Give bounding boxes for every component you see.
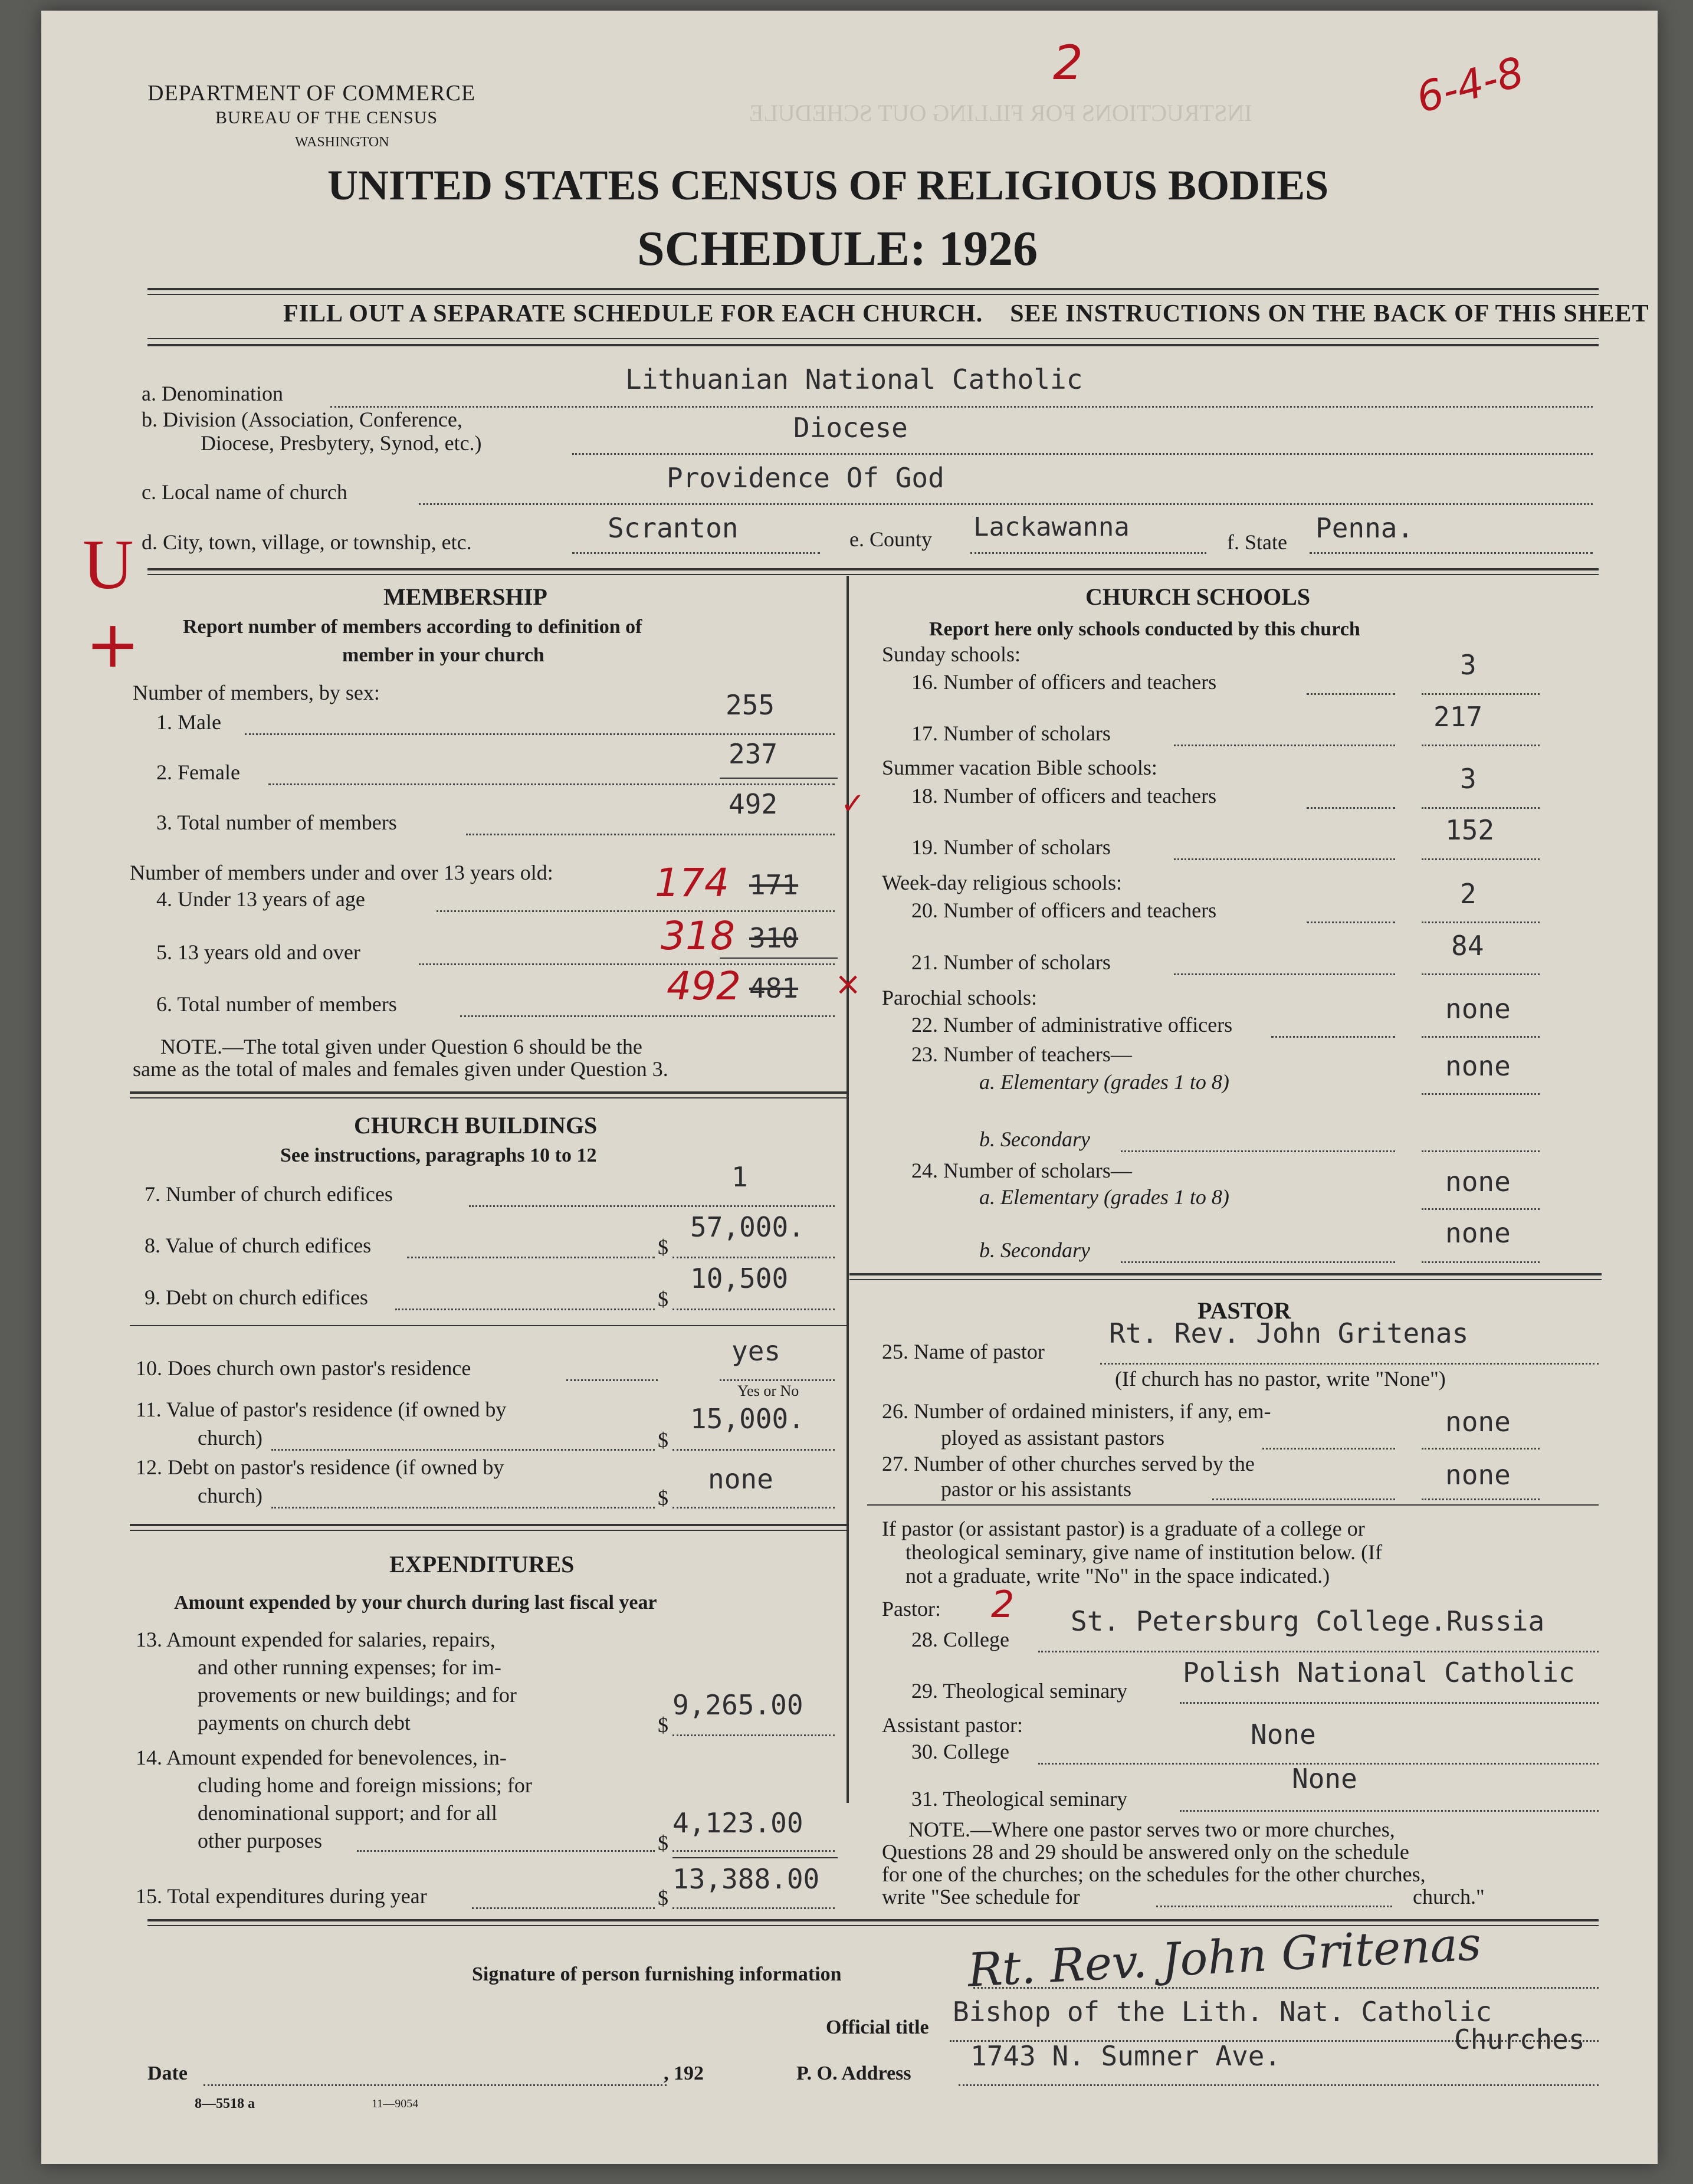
q15-label: 15. Total expenditures during year [136,1884,427,1908]
q20-label: 20. Number of officers and teachers [911,898,1217,922]
date-year: , 192 [664,2062,704,2084]
q31-label: 31. Theological seminary [911,1787,1128,1811]
city-name: WASHINGTON [295,135,389,150]
form-number: 8—5518 a [195,2096,255,2111]
county-value: Lackawanna [973,512,1130,542]
q9-label: 9. Debt on church edifices [145,1286,368,1309]
q21-value: 84 [1451,930,1484,962]
q16-value: 3 [1460,649,1477,681]
buildings-sub: See instructions, paragraphs 10 to 12 [280,1145,597,1166]
q4-value: 171 [749,869,799,901]
q4-correction: 174 [655,860,729,906]
q14-line2: cluding home and foreign missions; for [198,1773,532,1797]
q11-dollar-sign: $ [658,1428,668,1452]
q5-correction: 318 [661,913,735,959]
denomination-value: Lithuanian National Catholic [625,363,1083,395]
q24b-label: b. Secondary [979,1238,1090,1262]
pastor-mark: 2 [991,1583,1015,1626]
q31-value: None [1292,1763,1357,1795]
q23a-label: a. Elementary (grades 1 to 8) [979,1070,1229,1094]
division-label-1: b. Division (Association, Conference, [142,408,462,431]
q7-value: 1 [731,1161,748,1193]
expenditures-heading: EXPENDITURES [389,1551,575,1578]
weekday-schools-label: Week-day religious schools: [882,871,1123,894]
schools-heading: CHURCH SCHOOLS [1085,583,1311,610]
q30-value: None [1251,1719,1316,1750]
q11-label-2: church) [198,1426,263,1450]
q11-label-1: 11. Value of pastor's residence (if owned by [136,1398,507,1421]
q24a-label: a. Elementary (grades 1 to 8) [979,1185,1229,1209]
q8-dollar-sign: $ [658,1235,668,1259]
q12-dollar-sign: $ [658,1486,668,1510]
dept-name: DEPARTMENT OF COMMERCE [147,81,476,106]
expenditures-sub: Amount expended by your church during last fiscal year [174,1592,657,1614]
q19-value: 152 [1445,814,1495,846]
q17-value: 217 [1433,701,1483,733]
q13-dollar-sign: $ [658,1713,668,1737]
q29-label: 29. Theological seminary [911,1679,1128,1703]
q1-value: 255 [726,689,775,721]
left-cross-mark: + [86,606,140,682]
q3-check-mark: ✓ [841,786,865,821]
q24a-value: none [1445,1166,1511,1198]
q9-dollar-sign: $ [658,1287,668,1311]
q2-label: 2. Female [156,760,240,784]
q23b-label: b. Secondary [979,1127,1090,1151]
q2-value: 237 [729,738,778,770]
q11-value: 15,000. [690,1403,805,1435]
q24-label: 24. Number of scholars— [911,1159,1132,1182]
pastor-note-5: church." [1413,1885,1485,1908]
census-schedule-page [41,11,1658,2164]
q17-label: 17. Number of scholars [911,722,1111,745]
pastor-note-1: NOTE.—Where one pastor serves two or more churches, [908,1818,1395,1841]
q18-label: 18. Number of officers and teachers [911,784,1217,808]
q13-line2: and other running expenses; for im- [198,1655,501,1679]
form-title: UNITED STATES CENSUS OF RELIGIOUS BODIES [327,162,1329,209]
pastor-note-3: for one of the churches; on the schedules for the other churches, [882,1862,1426,1886]
q27-line2: pastor or his assistants [941,1477,1131,1501]
signature-label: Signature of person furnishing information [472,1963,842,1985]
q14-value: 4,123.00 [672,1807,803,1839]
po-address-label: P. O. Address [796,2062,911,2084]
top-right-mark: 6-4-8 [1411,47,1529,123]
q25-label: 25. Name of pastor [882,1340,1045,1363]
official-title-value-2: Churches [1454,2024,1585,2055]
print-number: 11—9054 [372,2097,419,2110]
pastor-label: Pastor: [882,1597,941,1621]
q14-line3: denominational support; and for all [198,1801,497,1825]
grad-note-1: If pastor (or assistant pastor) is a graduate of a college or [882,1517,1365,1540]
q15-value: 13,388.00 [672,1863,820,1895]
q13-line3: provements or new buildings; and for [198,1683,517,1707]
sunday-schools-label: Sunday schools: [882,642,1021,666]
q21-label: 21. Number of scholars [911,950,1111,974]
top-number-mark: 2 [1053,35,1083,90]
members-by-age-label: Number of members under and over 13 years old: [130,861,553,884]
schools-sub: Report here only schools conducted by this church [929,618,1360,640]
q23-label: 23. Number of teachers— [911,1042,1132,1066]
q13-line4: payments on church debt [198,1711,411,1734]
buildings-heading: CHURCH BUILDINGS [354,1112,598,1139]
q6-label: 6. Total number of members [156,992,397,1016]
bureau-name: BUREAU OF THE CENSUS [215,108,438,127]
assistant-pastor-label: Assistant pastor: [882,1713,1023,1737]
q23a-value: none [1445,1050,1511,1082]
q5-label: 5. 13 years old and over [156,940,360,964]
pastor-heading: PASTOR [1197,1297,1291,1324]
q14-line4: other purposes [198,1829,322,1852]
division-value: Diocese [793,412,908,444]
official-title-label: Official title [826,2016,929,2038]
state-label: f. State [1227,530,1287,554]
schedule-title: SCHEDULE: 1926 [637,221,1038,276]
q25-value: Rt. Rev. John Gritenas [1109,1317,1469,1349]
church-name-label: c. Local name of church [142,480,347,504]
fill-instructions: FILL OUT A SEPARATE SCHEDULE FOR EACH CHURCH. SEE INSTRUCTIONS ON THE BACK OF THIS SHEET [283,300,1649,327]
q6-cross-mark: × [835,965,862,1002]
members-by-sex-label: Number of members, by sex: [133,681,380,704]
q12-label-1: 12. Debt on pastor's residence (if owned by [136,1455,504,1479]
po-address-value: 1743 N. Sumner Ave. [970,2040,1281,2072]
q27-value: none [1445,1459,1511,1491]
official-title-value-1: Bishop of the Lith. Nat. Catholic [953,1996,1492,2028]
q28-label: 28. College [911,1628,1009,1651]
q8-label: 8. Value of church edifices [145,1234,372,1257]
q12-label-2: church) [198,1484,263,1507]
q14-dollar-sign: $ [658,1831,668,1855]
q28-value: St. Petersburg College.Russia [1071,1605,1545,1637]
q18-value: 3 [1460,763,1477,795]
q22-value: none [1445,993,1511,1025]
q13-value: 9,265.00 [672,1689,803,1721]
q10-label: 10. Does church own pastor's residence [136,1356,471,1380]
q5-value: 310 [749,922,799,954]
membership-sub1: Report number of members according to definition of [183,616,642,638]
q6-value: 481 [749,972,799,1004]
q4-label: 4. Under 13 years of age [156,887,365,911]
left-margin-mark: U [83,525,134,604]
q6-correction: 492 [667,963,741,1009]
q13-line1: 13. Amount expended for salaries, repairs, [136,1628,496,1651]
membership-note2: same as the total of males and females given under Question 3. [133,1057,668,1081]
q15-dollar-sign: $ [658,1886,668,1910]
pastor-note-2: Questions 28 and 29 should be answered only on the schedule [882,1840,1409,1864]
q26-value: none [1445,1406,1511,1438]
q10-hint: Yes or No [737,1382,799,1399]
state-value: Penna. [1315,512,1414,544]
signature-value: Rt. Rev. John Gritenas [966,1917,1483,1998]
q24b-value: none [1445,1217,1511,1249]
q8-value: 57,000. [690,1211,805,1243]
q26-line2: ployed as assistant pastors [941,1426,1164,1450]
q10-value: yes [731,1335,781,1367]
parochial-schools-label: Parochial schools: [882,986,1037,1009]
q22-label: 22. Number of administrative officers [911,1013,1233,1037]
pastor-note-4: write "See schedule for [882,1885,1080,1908]
membership-note1: NOTE.—The total given under Question 6 should be the [160,1035,642,1058]
membership-sub2: member in your church [342,644,544,666]
city-value: Scranton [608,512,739,544]
county-label: e. County [849,527,932,551]
q27-line1: 27. Number of other churches served by the [882,1452,1255,1475]
bleed-through-text: INSTRUCTIONS FOR FILLING OUT SCHEDULE [749,100,1252,126]
q29-value: Polish National Catholic [1183,1657,1575,1688]
date-label: Date [147,2062,188,2084]
q3-label: 3. Total number of members [156,811,397,834]
q1-label: 1. Male [156,710,221,734]
summer-schools-label: Summer vacation Bible schools: [882,756,1157,779]
grad-note-3: not a graduate, write "No" in the space indicated.) [905,1564,1330,1588]
q20-value: 2 [1460,878,1477,910]
q26-line1: 26. Number of ordained ministers, if any, em- [882,1399,1271,1423]
q3-value: 492 [729,788,778,820]
church-name-value: Providence Of God [667,462,944,494]
city-label: d. City, town, village, or township, etc. [142,530,472,554]
q16-label: 16. Number of officers and teachers [911,670,1217,694]
q9-value: 10,500 [690,1262,789,1294]
q14-line1: 14. Amount expended for benevolences, in- [136,1746,507,1769]
q30-label: 30. College [911,1740,1009,1763]
q25-hint: (If church has no pastor, write "None") [1115,1367,1446,1391]
q12-value: none [708,1463,773,1495]
division-label-2: Diocese, Presbytery, Synod, etc.) [201,431,482,455]
membership-heading: MEMBERSHIP [383,583,547,610]
denomination-label: a. Denomination [142,382,283,405]
q19-label: 19. Number of scholars [911,835,1111,859]
grad-note-2: theological seminary, give name of institution below. (If [905,1540,1383,1564]
q7-label: 7. Number of church edifices [145,1182,393,1206]
